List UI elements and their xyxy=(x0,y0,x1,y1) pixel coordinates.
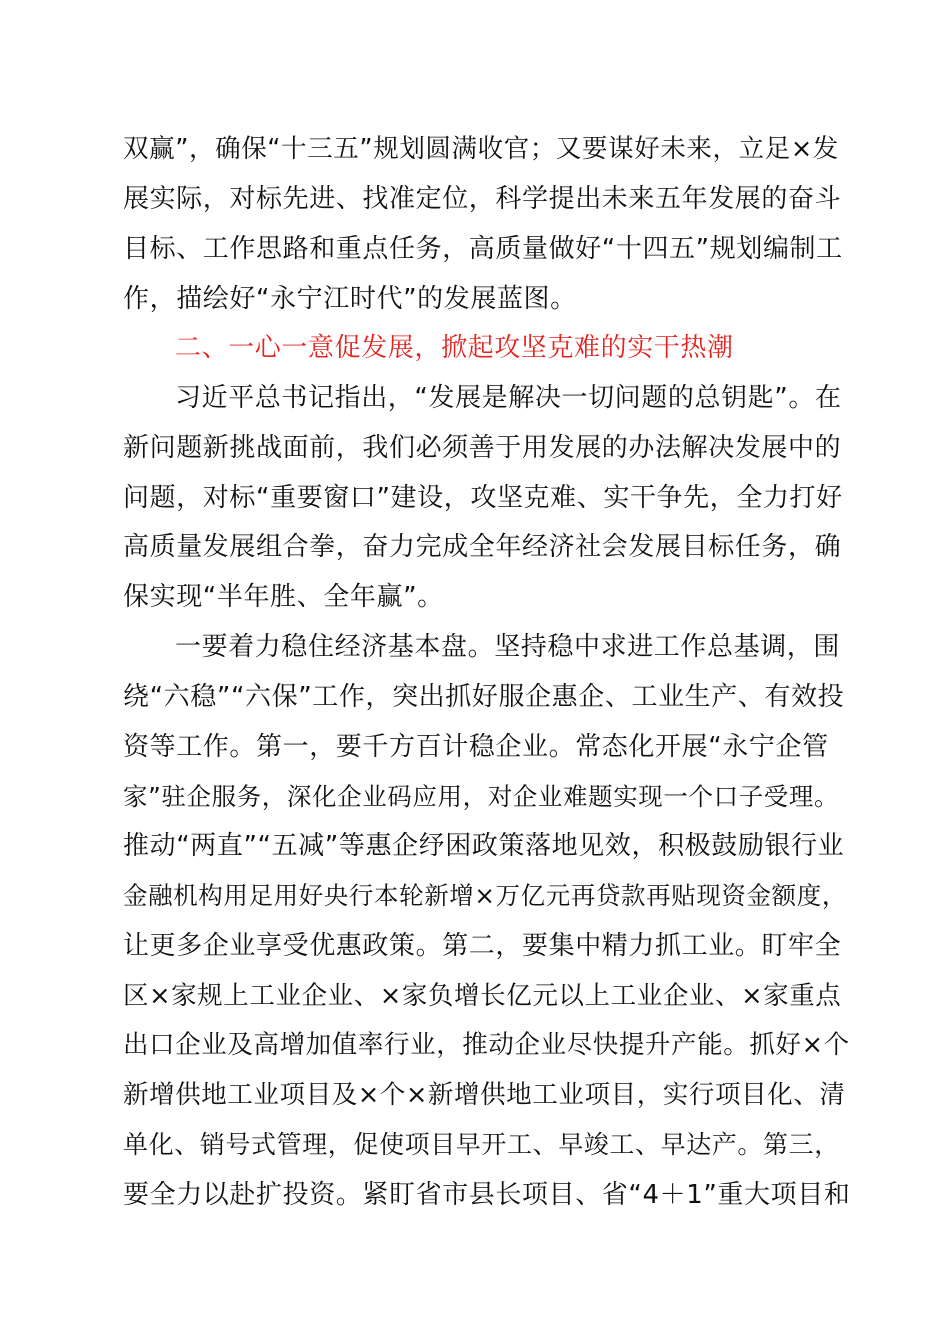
section-heading: 二、一心一意促发展，掀起攻坚克难的实干热潮 xyxy=(175,333,734,363)
body-text-line: 家”驻企服务，深化企业码应用，对企业难题实现一个口子受理。 xyxy=(123,782,840,811)
body-text-line: 新增供地工业项目及×个×新增供地工业项目，实行项目化、清 xyxy=(123,1080,846,1110)
body-text-line: 出口企业及高增加值率行业，推动企业尽快提升产能。抓好×个 xyxy=(123,1030,850,1060)
body-text-line: 区×家规上工业企业、×家负增长亿元以上工业企业、×家重点 xyxy=(123,981,842,1011)
body-text-line: 让更多企业享受优惠政策。第二，要集中精力抓工业。盯牢全 xyxy=(123,931,842,961)
body-text-line: 保实现“半年胜、全年赢”。 xyxy=(123,582,444,612)
body-text-line: 推动“两直”“五减”等惠企纾困政策落地见效，积极鼓励银行业 xyxy=(123,831,845,861)
body-text-line: 要全力以赴扩投资。紧盯省市县长项目、省“4＋1”重大项目和 xyxy=(123,1180,851,1210)
body-text-line: 金融机构用足用好央行本轮新增×万亿元再贷款再贴现资金额度， xyxy=(123,881,847,910)
body-text-line: 展实际，对标先进、找准定位，科学提出未来五年发展的奋斗 xyxy=(123,184,842,214)
body-text-line: 作，描绘好“永宁江时代”的发展蓝图。 xyxy=(123,284,577,314)
body-text-line: 双赢”，确保“十三五”规划圆满收官；又要谋好未来，立足×发 xyxy=(123,134,839,164)
paragraph-first-line: 一要着力稳住经济基本盘。坚持稳中求进工作总基调，围 xyxy=(175,632,841,662)
body-text-line: 新问题新挑战面前，我们必须善于用发展的办法解决发展中的 xyxy=(123,433,842,463)
paragraph-first-line: 习近平总书记指出，“发展是解决一切问题的总钥匙”。在 xyxy=(175,383,842,413)
body-text-line: 绕“六稳”“六保”工作，突出抓好服企惠企、工业生产、有效投 xyxy=(123,682,845,712)
body-text-line: 问题，对标“重要窗口”建设，攻坚克难、实干争先，全力打好 xyxy=(123,483,843,513)
body-text-line: 目标、工作思路和重点任务，高质量做好“十四五”规划编制工 xyxy=(123,234,843,264)
body-text-line: 资等工作。第一，要千方百计稳企业。常态化开展“永宁企管 xyxy=(123,732,829,762)
body-text-line: 高质量发展组合拳，奋力完成全年经济社会发展目标任务，确 xyxy=(123,532,842,562)
body-text-line: 单化、销号式管理，促使项目早开工、早竣工、早达产。第三， xyxy=(123,1130,840,1159)
